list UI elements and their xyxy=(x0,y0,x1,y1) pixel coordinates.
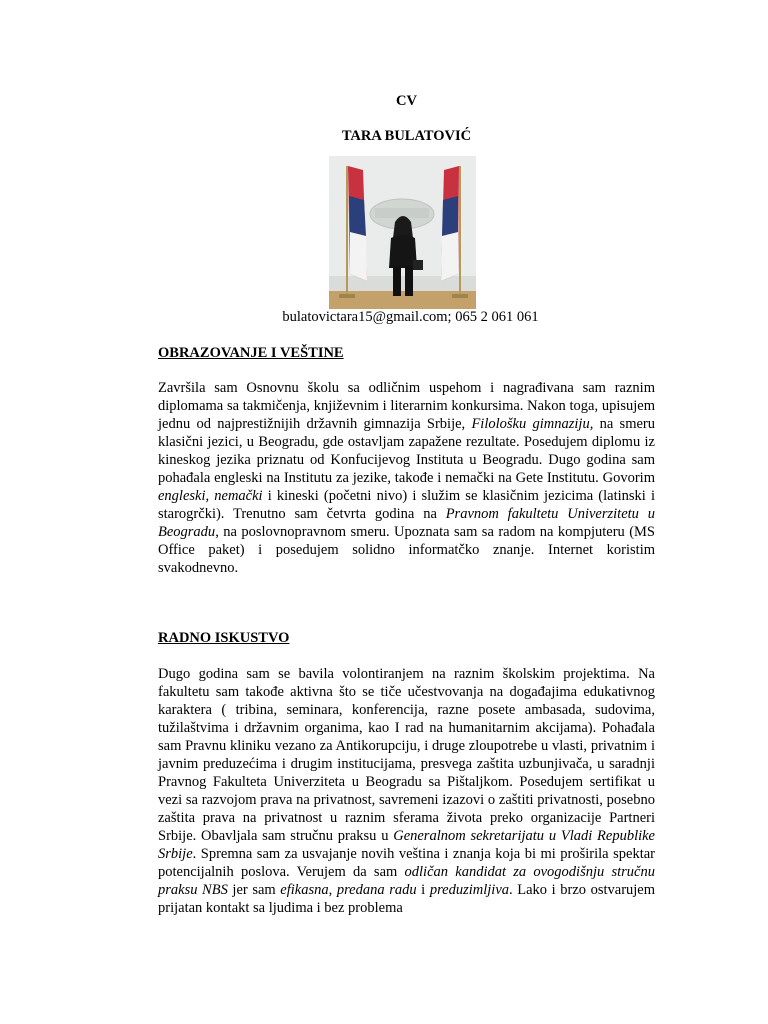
body-text: Dugo godina sam se bavila volontiranjem na raznim školskim projektima. Na fakultetu sam takođe aktivna što se tiče učestvovanja na događajima edukativnog karaktera ( tribina, seminara, konferencija, razne posete ambasada, sudovima, tužilaštvima i državnim organima, kao I rad na humanitarnim akcijama). Pohađala sam Pravnu kliniku vezano za Antikorupciju, i druge zloupotrebe u vlasti, privatnim i javnim preduzećima i drugim institucijama, presvega zaštita uzbunjivača, u saradnji Pravnog Fakulteta Univerziteta u Beogradu sa Pištaljkom. Posedujem sertifikat u vezi sa razvojom prava na privatnost, savremeni izazovi o zaštiti privatnosti, posebno zaštita prava na privatnost u raznim sferama života preko organizacije Partneri Srbije. Obavljala sam stručnu praksu u xyxy=(158,666,655,844)
profile-photo-image xyxy=(329,156,476,309)
italic-text: Pravnom fakultetu Univerzitetu u Beogradu xyxy=(158,506,655,540)
italic-text: preduzimljiva xyxy=(429,882,510,898)
italic-text: Filološku gimnaziju, xyxy=(471,416,594,432)
section-heading-experience: RADNO ISKUSTVO xyxy=(158,630,290,646)
body-text: i xyxy=(416,882,430,898)
section-text-education xyxy=(158,379,655,577)
body-text: i kineski (početni nivo) i služim se klasičnim jezicima (latinski i starogrčki). Trenutno sam četvrta godina na xyxy=(158,488,655,522)
body-text: Završila sam Osnovnu školu sa odličnim uspehom i nagrađivana sam raznim diplomama sa takmičenja, književnim i literarnim konkursima. Nakon toga, upisujem jednu od najprestižnijih državnih gimnazija Srbije, xyxy=(158,380,655,432)
body-text: , na poslovnopravnom smeru. Upoznata sam sa radom na kompjuteru (MS Office paket) i posedujem solidno informatčko znanje. Internet koristim svakodnevno. xyxy=(158,524,655,576)
section-text-experience xyxy=(158,665,655,917)
italic-text: Generalnom sekretarijatu u Vladi Republike Srbije xyxy=(158,828,655,862)
italic-text: efikasna xyxy=(280,882,329,898)
italic-text: engleski, nemački xyxy=(158,488,263,504)
contact-info: bulatovictara15@gmail.com; 065 2 061 061 xyxy=(282,309,539,325)
body-text: , xyxy=(328,882,337,898)
candidate-name: TARA BULATOVIĆ xyxy=(341,128,472,144)
profile-photo xyxy=(329,156,476,309)
italic-text: odličan kandidat za ovogodišnju stručnu praksu NBS xyxy=(158,864,655,898)
document-title: CV xyxy=(396,93,417,109)
section-heading-education: OBRAZOVANJE I VEŠTINE xyxy=(158,345,344,361)
body-text: jer sam xyxy=(227,882,281,898)
body-text: . Lako i brzo ostvarujem prijatan kontakt sa ljudima i bez problema xyxy=(158,882,656,916)
body-text: . Spremna sam za usvajanje novih veština i znanja koja bi mi proširila spektar potencijalnih poslova. Verujem da sam xyxy=(158,846,655,880)
body-text: na smeru klasični jezici, u Beogradu, gde ostavljam zapažene rezultate. Posedujem diplomu iz kineskog jezika priznatu od Konfucijevog Instituta u Beogradu. Dugo godina sam pohađala engleski na Institutu za jezike, takođe i nemački na Gete Institutu. Govorim xyxy=(158,416,655,486)
italic-text: predana radu xyxy=(336,882,417,898)
